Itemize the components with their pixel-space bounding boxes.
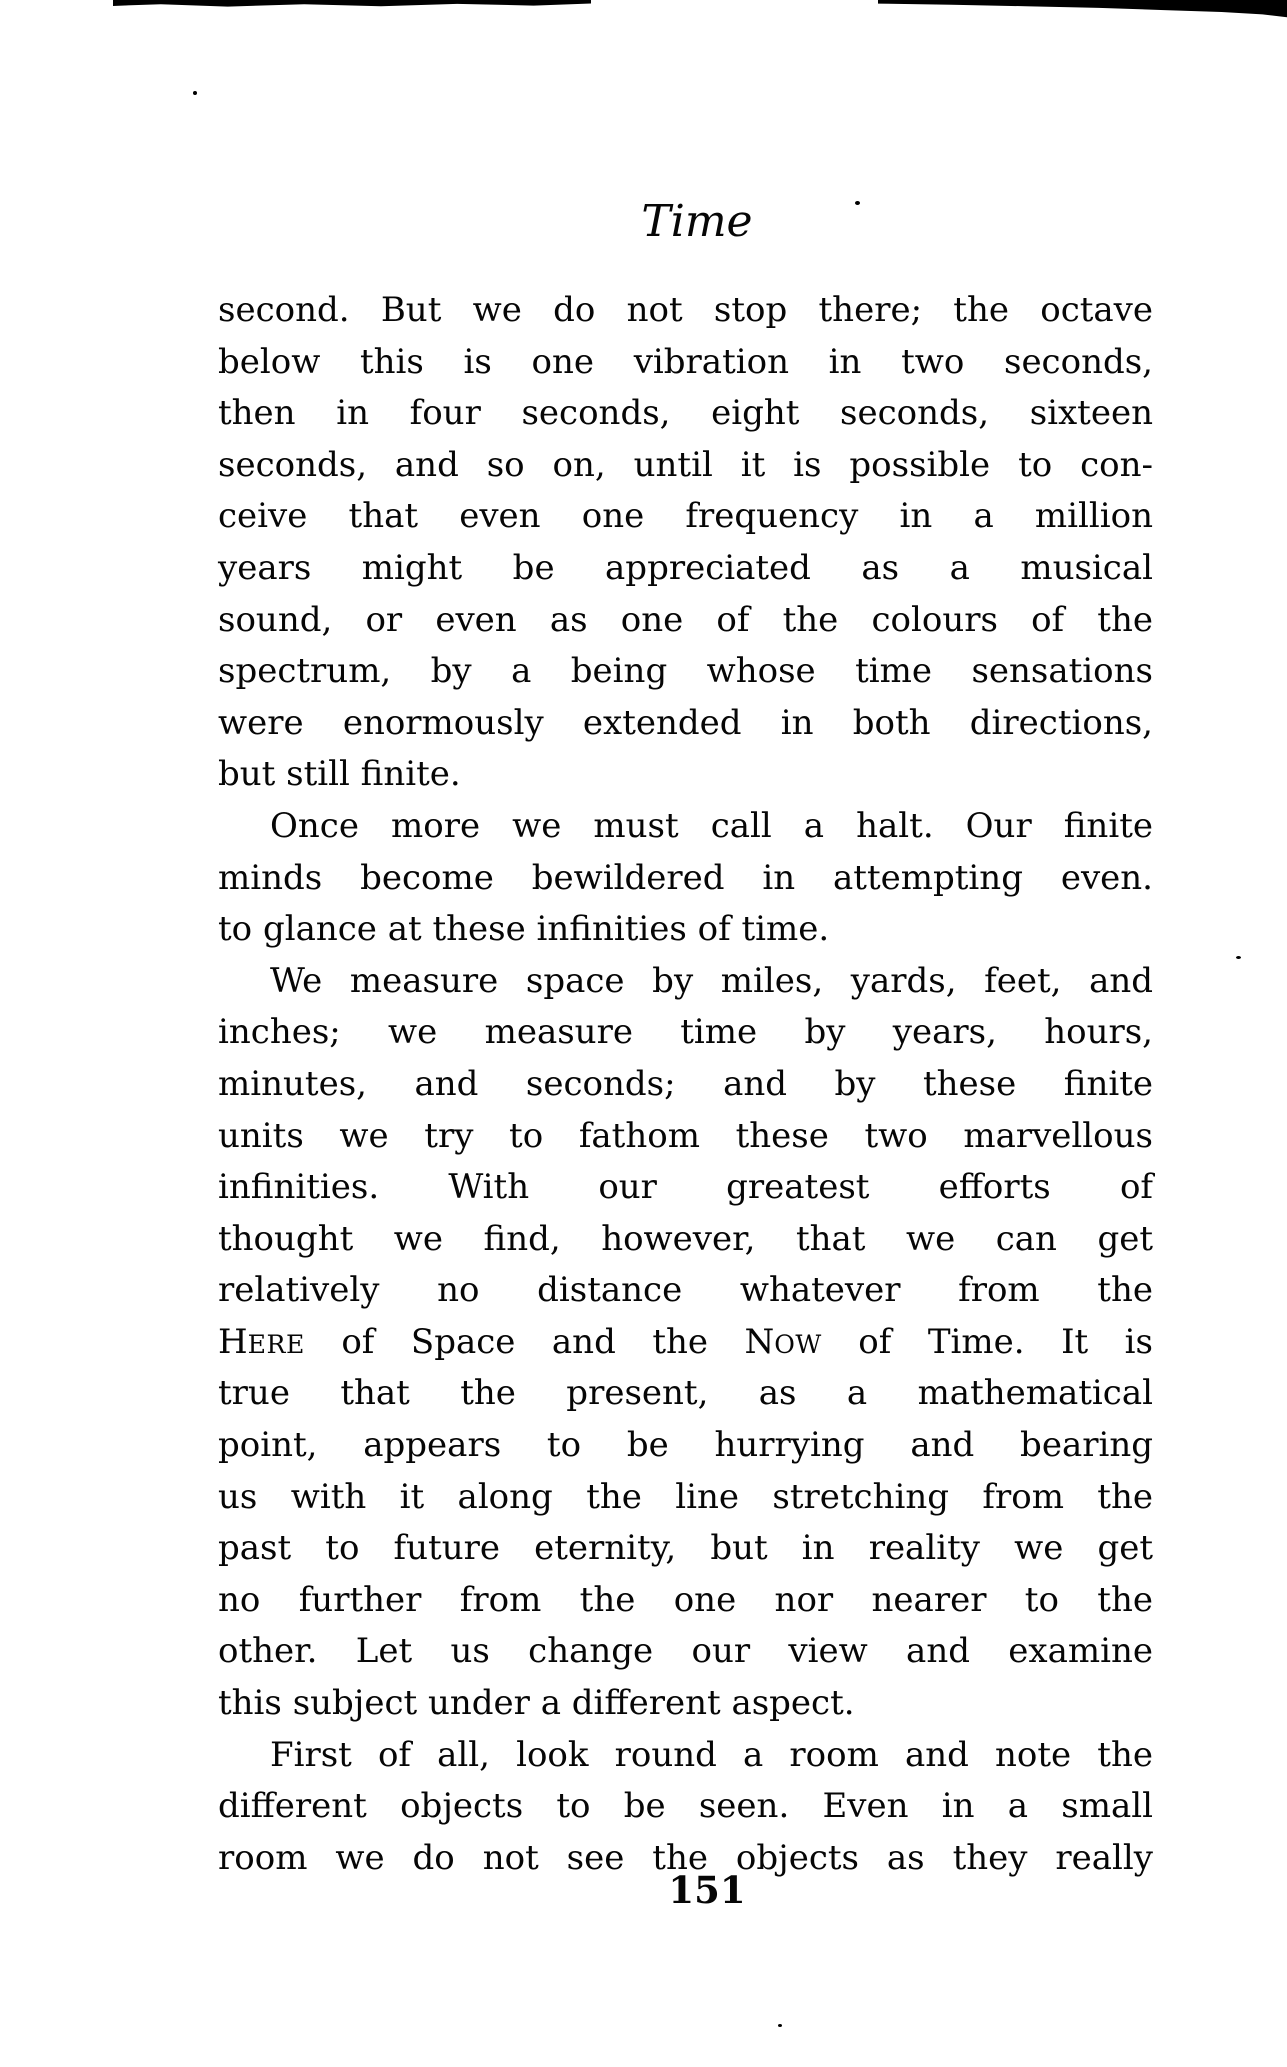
text-line: past to future eternity, but in reality we get — [218, 1528, 1153, 1569]
text-line: sound, or even as one of the colours of the — [218, 599, 1153, 640]
text-line: second. But we do not stop there; the octave — [218, 290, 1153, 330]
text-segment: of Time. It is — [821, 1321, 1154, 1362]
text-line: infinities. With our greatest efforts of — [218, 1167, 1153, 1208]
text-segment: H — [218, 1321, 248, 1362]
text-line: relatively no distance whatever from the — [218, 1270, 1153, 1311]
text-line: inches; we measure time by years, hours, — [218, 1012, 1153, 1053]
text-line: We measure space by miles, yards, feet, and — [270, 960, 1153, 1001]
top-left-ink-bar — [113, 0, 591, 7]
text-line: different objects to be seen. Even in a small — [218, 1786, 1153, 1827]
ink-speck — [1236, 956, 1241, 959]
text-segment: N — [744, 1321, 775, 1362]
text-line: other. Let us change our view and examine — [218, 1631, 1153, 1672]
ink-speck — [855, 201, 860, 205]
ink-speck — [193, 91, 197, 95]
text-line: but still finite. — [218, 754, 461, 795]
ink-speck — [778, 2024, 782, 2027]
text-line: seconds, and so on, until it is possible to con- — [218, 444, 1153, 485]
top-right-ink-bar — [878, 0, 1287, 24]
text-line: ceive that even one frequency in a million — [218, 496, 1153, 537]
text-line — [218, 1317, 1153, 1369]
text-line: below this is one vibration in two seconds, — [218, 341, 1153, 382]
text-line: Once more we must call a halt. Our finite — [270, 805, 1153, 846]
small-caps-text: OW — [774, 1329, 822, 1359]
text-line: First of all, look round a room and note the — [270, 1734, 1153, 1775]
page-number: 151 — [668, 1868, 746, 1912]
small-caps-text: ERE — [247, 1329, 305, 1359]
text-line: were enormously extended in both directions, — [218, 702, 1153, 743]
page-title: Time — [641, 196, 753, 247]
text-line: spectrum, by a being whose time sensations — [218, 651, 1153, 692]
text-line: this subject under a different aspect. — [218, 1683, 855, 1724]
text-line: true that the present, as a mathematical — [218, 1373, 1153, 1414]
text-line: point, appears to be hurrying and bearing — [218, 1425, 1153, 1466]
text-line: room we do not see the objects as they really — [218, 1837, 1153, 1878]
text-line: years might be appreciated as a musical — [218, 547, 1153, 588]
text-line: us with it along the line stretching from the — [218, 1476, 1153, 1517]
text-segment: of Space and the — [304, 1321, 745, 1362]
text-line: minds become bewildered in attempting even. — [218, 857, 1153, 898]
text-line: no further from the one nor nearer to the — [218, 1579, 1153, 1620]
text-line: thought we find, however, that we can get — [218, 1218, 1153, 1259]
text-line: to glance at these infinities of time. — [218, 909, 830, 950]
text-line: minutes, and seconds; and by these finite — [218, 1063, 1153, 1104]
body-text — [218, 285, 1153, 1884]
text-line: then in four seconds, eight seconds, sixteen — [218, 393, 1153, 434]
text-line: units we try to fathom these two marvellous — [218, 1115, 1153, 1156]
